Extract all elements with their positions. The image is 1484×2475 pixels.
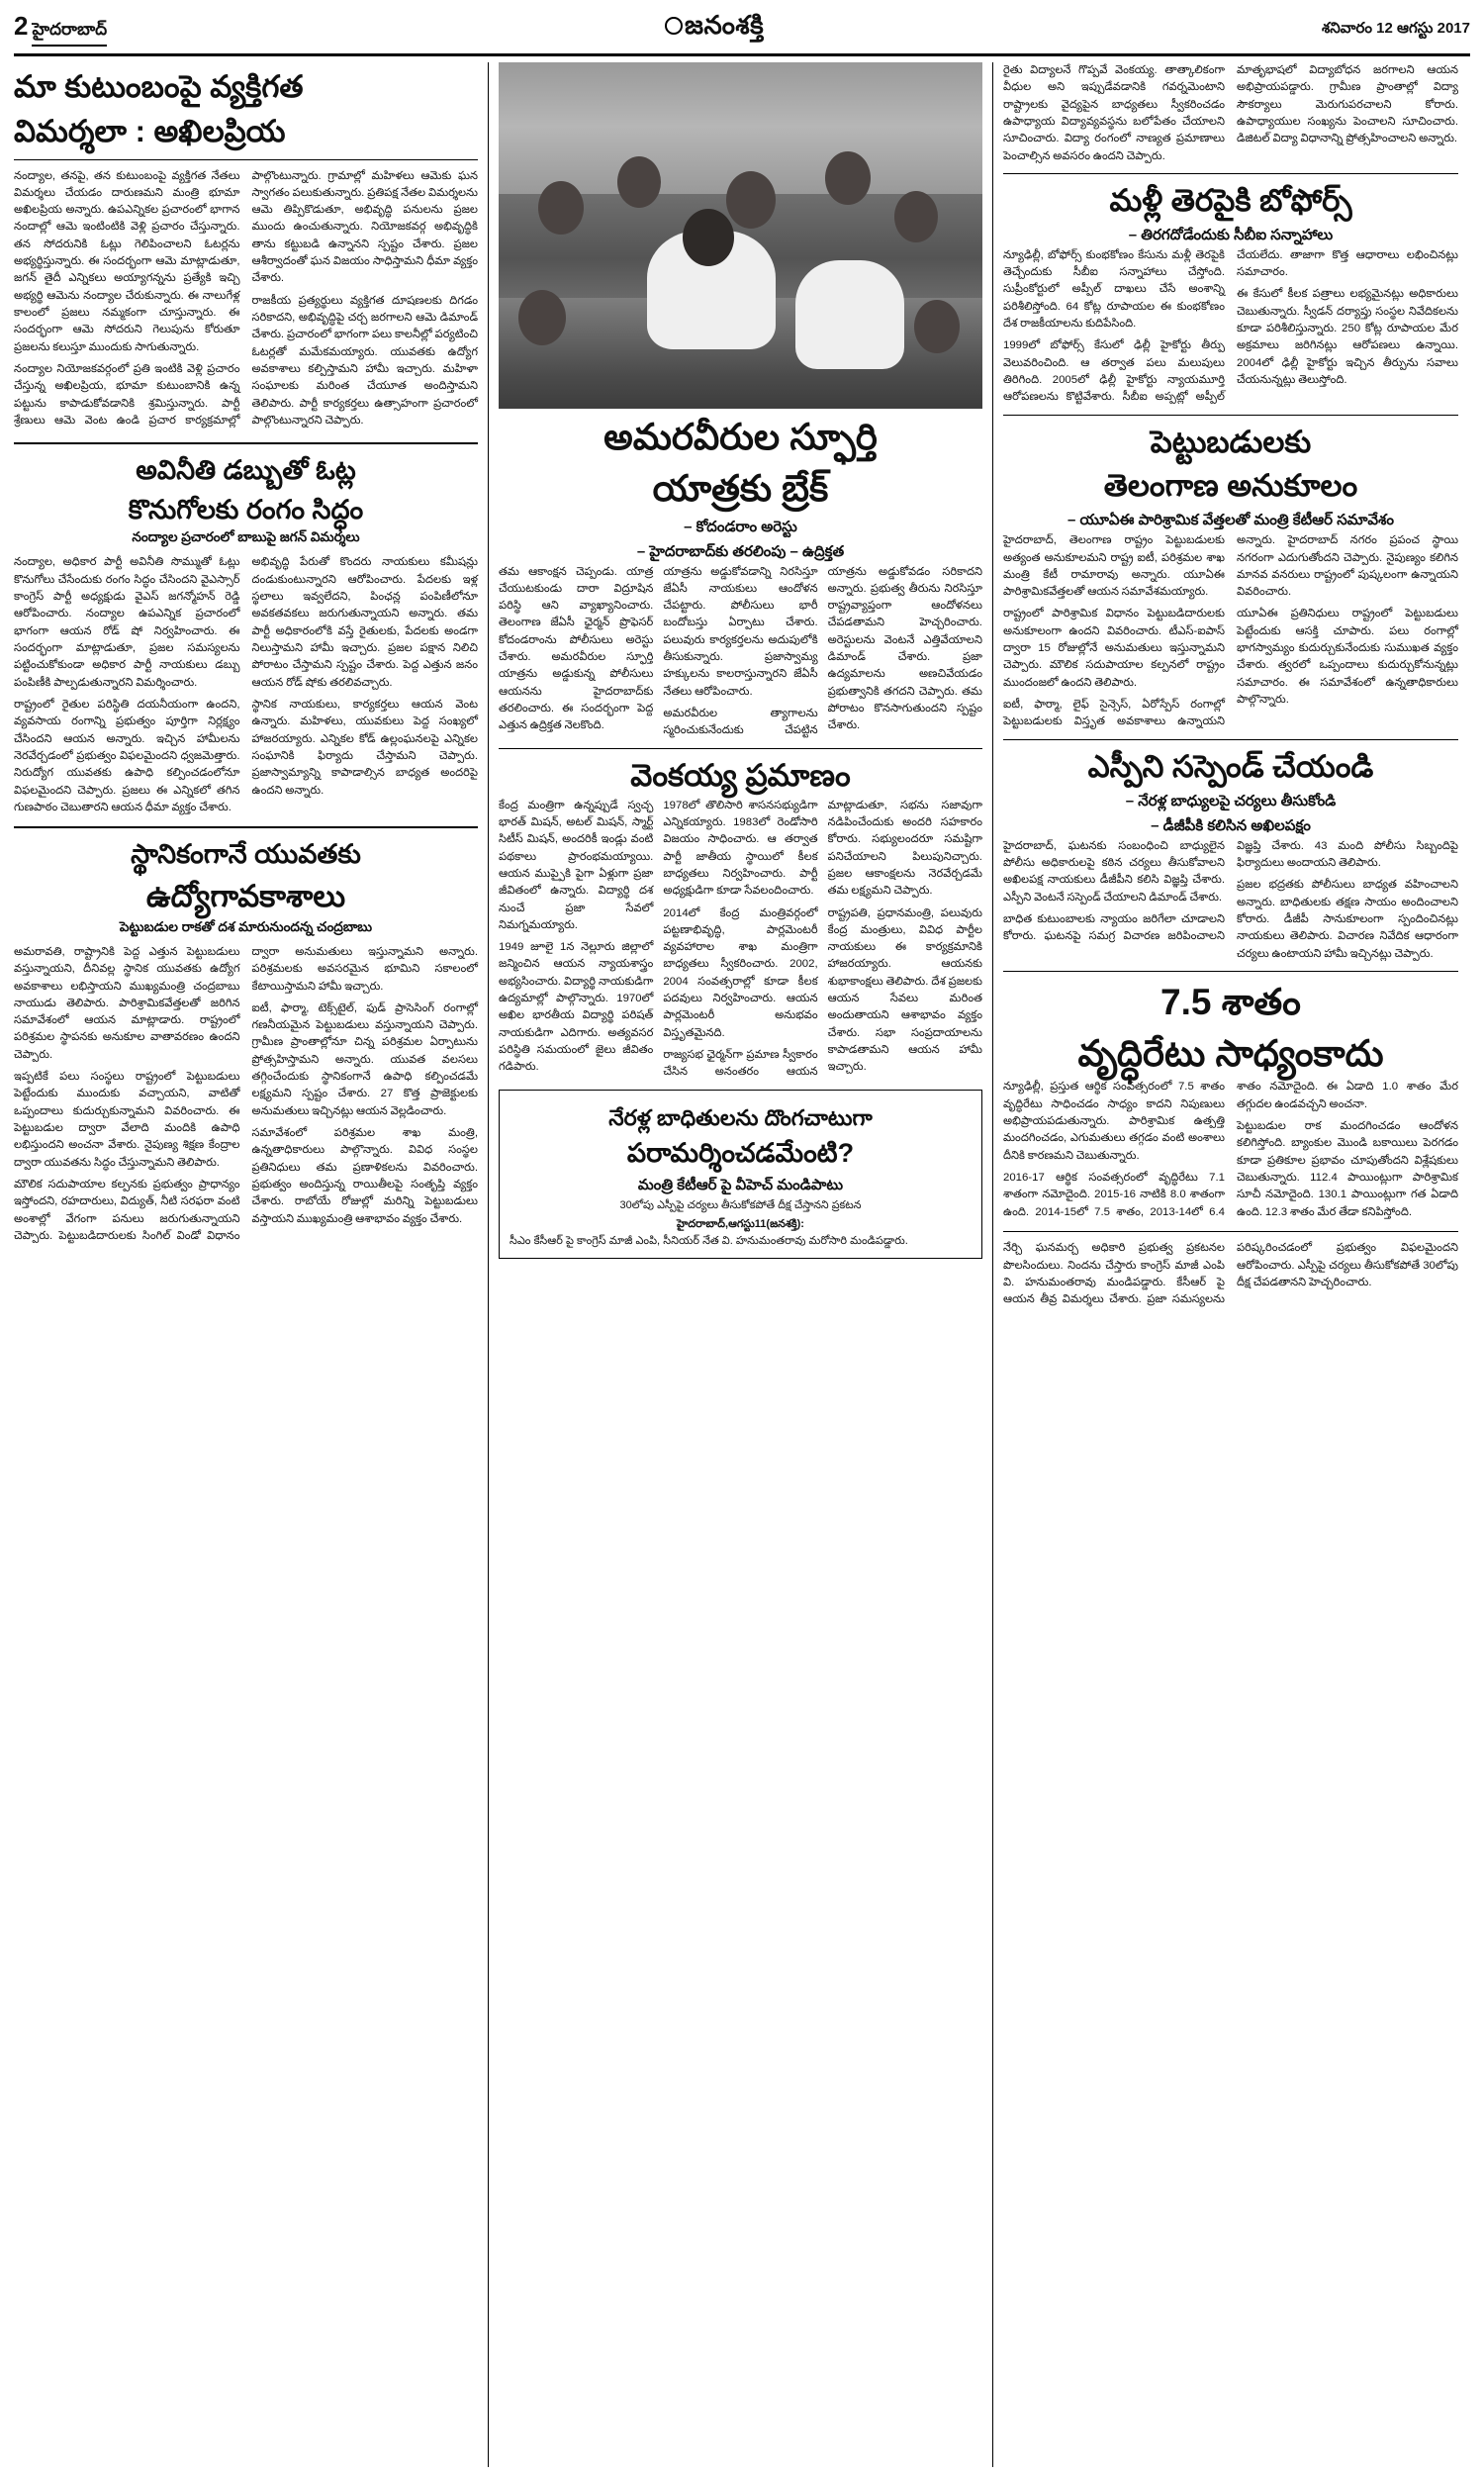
subhead-2: – హైదరాబాద్‌కు తరలింపు – ఉద్రిక్తత <box>636 542 845 560</box>
article-bofors <box>1003 182 1458 407</box>
article-venkaiah <box>499 757 982 1082</box>
paragraph: ప్రజల భద్రతకు పోలీసులు బాధ్యత వహించాలని అన్నారు. బాధితులకు తక్షణ సాయం అందించాలని కోరారు. డీజీపీ సానుకూలంగా స్పందించినట్లు నాయకులు తెలిపారు. విచారణ నివేదిక ఆధారంగా చర్యలు ఉంటాయని హామీ ఇచ్చినట్లు చెప్పారు. <box>1237 879 1458 960</box>
date-line: శనివారం 12 ఆగస్టు 2017 <box>1322 19 1470 37</box>
byline: నంద్యాల ప్రచారంలో బాబుపై జగన్ విమర్శలు <box>132 529 360 545</box>
divider <box>14 826 478 828</box>
paragraph: 1949 జూలై 1న నెల్లూరు జిల్లాలో జన్మించిన ఆయన న్యాయశాస్త్రం అభ్యసించారు. విద్యార్థి నాయకుడిగా ఉద్యమాల్లో పాల్గొన్నారు. 1970లో అఖిల భారతీయ విద్యార్థి పరిషత్ నాయకుడిగా ఎదిగారు. అత్యవసర పరిస్థితి సమయంలో జైలు జీవితం గడిపారు. <box>499 941 654 1074</box>
headline-line1: మా కుటుంబంపై వ్యక్తిగత <box>14 69 304 104</box>
paragraph: 2016-17 ఆర్థిక సంవత్సరంలో వృద్ధిరేటు 7.1 శాతంగా నమోదైంది. 2015-16 నాటికి 8.0 శాతంగా ఉంది. 2014-15లో 7.5 శాతం, 2013-14లో 6.4 శాతం నమోదైంది. ఈ ఏడాది 1.0 శాతం మేర తగ్గుదల ఉండవచ్చని అంచనా. <box>1003 1081 1458 1218</box>
page-columns <box>14 62 1470 2467</box>
paragraph: అభివృద్ధి పేరుతో కొందరు నాయకులు కమీషన్లు దండుకుంటున్నారని ఆరోపించారు. పేదలకు ఇళ్ల స్థలాలు ఇవ్వలేదని, పింఛన్ల పంపిణీలోనూ అవకతవకలు జరుగుతున్నాయని అన్నారు. తమ పార్టీ అధికారంలోకి వస్తే రైతులకు, పేదలకు అండగా నిలుస్తామని హామీ ఇచ్చారు. ప్రజల పక్షాన నిలిచి పోరాటం చేస్తామని స్పష్టం చేశారు. పెద్ద ఎత్తున జనం ఆయన రోడ్ షోకు తరలివచ్చారు. <box>251 556 478 689</box>
paragraph: రైతు విద్యాలనే గొప్పవే వెంకయ్య. తాత్కాలికంగా వీధుల అని ఇప్పుడేవడానికి గవర్నమెంటాని రాష్ట్రాలకు వైద్యపైన బాధ్యతలు స్వీకరించడం ఉపాధ్యాయ విద్యావ్యవస్థను బలోపేతం చేయాలని సూచించారు. విద్యా రంగంలో నాణ్యత ప్రమాణాలు పెంచాల్సిన అవసరం ఉందని చెప్పారు. <box>1003 64 1225 162</box>
crowd-head <box>617 156 661 208</box>
headline: వెంకయ్య ప్రమాణం <box>630 757 851 793</box>
headline-line1: స్థానికంగానే యువతకు <box>131 839 361 870</box>
article-body <box>1003 532 1458 731</box>
paragraph: ఐటీ, ఫార్మా, టెక్స్‌టైల్, ఫుడ్ ప్రాసెసింగ్ రంగాల్లో గణనీయమైన పెట్టుబడులు వస్తున్నాయని చెప్పారు. గ్రామీణ ప్రాంతాల్లోనూ చిన్న పరిశ్రమల ఏర్పాటును ప్రోత్సహిస్తామని అన్నారు. యువత వలసలు తగ్గించేందుకు స్థానికంగానే ఉపాధి కల్పించడమే లక్ష్యమని స్పష్టం చేశారు. 27 కొత్త ప్రాజెక్టులకు అనుమతులు ఇచ్చినట్లు ఆయన వెల్లడించారు. <box>251 1001 478 1117</box>
subhead-1: – కోదండరాం అరెస్టు <box>684 518 797 535</box>
crowd-head <box>518 290 566 345</box>
person-white-shirt <box>795 260 904 369</box>
crowd-head <box>726 171 776 229</box>
paragraph: నేర్చి ఘనమర్చ అధికారి ప్రభుత్వ ప్రకటనల పొలసిందులు. నిందను చేస్తారు కాంగ్రెస్ మాజీ ఎంపి వి. హనుమంతరావు మండిపడ్డారు. కేసీఆర్ పై ఆయన తీవ్ర విమర్శలు చేశారు. ప్రజా సమస్యలను పరిష్కరించడంలో ప్రభుత్వం విఫలమైందని ఆరోపించారు. ఎస్పీపై చర్యలు తీసుకోకపోతే 30లోపు దీక్ష చేపడతానని హెచ్చరించారు. <box>1003 1242 1458 1306</box>
column-left <box>14 62 489 2467</box>
paragraph: అమరవీరుల త్యాగాలను స్మరించుకునేందుకు చేపట్టిన యాత్రను అడ్డుకోవడం సరికాదని అన్నారు. ప్రభుత్వ తీరును నిరసిస్తూ రాష్ట్రవ్యాప్తంగా ఆందోళనలు చేపడతామని హెచ్చరించారు. అరెస్టులను వెంటనే ఎత్తివేయాలని డిమాండ్ చేశారు. ప్రజా ఉద్యమాలను అణచివేయడం ప్రభుత్వానికి తగదని చెప్పారు. తమ పోరాటం కొనసాగుతుందని స్పష్టం చేశారు. <box>663 565 982 737</box>
column-center <box>489 62 993 2467</box>
article-sp-suspend <box>1003 748 1458 963</box>
article-body <box>1003 838 1458 963</box>
article-body <box>1003 1079 1458 1223</box>
masthead <box>14 10 1470 56</box>
paragraph: నంద్యాల, అధికార పార్టీ అవినీతి సొమ్ముతో ఓట్లు కొనుగోలు చేసేందుకు రంగం సిద్ధం చేసిందని వైఎస్సార్ కాంగ్రెస్ పార్టీ అధ్యక్షుడు వైఎస్ జగన్మోహన్ రెడ్డి ఆరోపించారు. నంద్యాల ఉపఎన్నిక ప్రచారంలో భాగంగా ఆయన రోడ్ షో నిర్వహించారు. ఈ సందర్భంగా మాట్లాడుతూ, ప్రజల సమస్యలను పట్టించుకోకుండా అధికార పార్టీ నాయకులు డబ్బు పంపిణీకి పాల్పడుతున్నారని విమర్శించారు. <box>14 556 240 689</box>
note: 30లోపు ఎస్పీపై చర్యలు తీసుకోకపోతే దీక్ష చేస్తానని ప్రకటన <box>619 1199 862 1212</box>
paragraph: రాజ్యసభ ఛైర్మన్‌గా ప్రమాణ స్వీకారం చేసిన అనంతరం ఆయన మాట్లాడుతూ, సభను సజావుగా నడిపించేందుకు అందరి సహకారం కోరారు. సభ్యులందరూ సమష్టిగా పనిచేయాలని పిలుపునిచ్చారు. ప్రజల ఆకాంక్షలను నెరవేర్చడమే తమ లక్ష్యమని చెప్పారు. <box>663 799 982 1079</box>
headline-line1: అమరవీరుల స్ఫూర్తి <box>603 417 878 457</box>
byline: పెట్టుబడుల రాకతో దశ మారునుందన్న చంద్రబాబు <box>119 918 373 934</box>
headline-line2: కొనుగోలకు రంగం సిద్ధం <box>128 494 364 524</box>
logo-dot-icon <box>665 17 683 35</box>
article-vh-mandipatu <box>499 1090 982 1259</box>
headline: మళ్లీ తెరపైకి బోఫోర్స్ <box>1109 182 1352 218</box>
divider <box>1003 415 1458 416</box>
paragraph: 2014లో కేంద్ర మంత్రివర్గంలో పట్టణాభివృద్ధి, పార్లమెంటరీ వ్యవహారాల శాఖ మంత్రిగా బాధ్యతలు స్వీకరించారు. 2002, 2004 సంవత్సరాల్లో కూడా కీలక పదవులు నిర్వహించారు. ఆయన పార్లమెంటరీ అనుభవం విస్తృతమైనది. <box>663 906 818 1039</box>
divider <box>14 442 478 444</box>
masthead-left <box>14 13 107 47</box>
edition-city: హైదరాబాద్ <box>32 20 107 47</box>
paragraph: కేంద్ర మంత్రిగా ఉన్నప్పుడే స్వచ్ఛ భారత్ మిషన్, అటల్ మిషన్, స్మార్ట్ సిటీస్ మిషన్, అందరికీ ఇండ్లు వంటి పథకాలు ప్రారంభమయ్యాయి. ఆయన ముప్పైకి పైగా ఏళ్లుగా ప్రజా జీవితంలో ఉన్నారు. విద్యార్థి దశ నుంచే ప్రజా సేవలో నిమగ్నమయ్యారు. <box>499 799 654 931</box>
paragraph: మౌలిక సదుపాయాల కల్పనకు ప్రభుత్వం ప్రాధాన్యం ఇస్తోందని, రహదారులు, విద్యుత్, నీటి సరఫరా వంటి అంశాల్లో వేగంగా పనులు జరుగుతున్నాయని చెప్పారు. పెట్టుబడిదారులకు సింగిల్ విండో విధానం ద్వారా అనుమతులు ఇస్తున్నామని అన్నారు. పరిశ్రమలకు అవసరమైన భూమిని సకాలంలో కేటాయిస్తామని హామీ ఇచ్చారు. <box>14 945 478 1243</box>
subhead: మంత్రి కేటీఆర్ పై వీహెచ్ మండిపాటు <box>637 1177 844 1194</box>
paragraph: హైదరాబాద్, తెలంగాణ రాష్ట్రం పెట్టుబడులకు అత్యంత అనుకూలమని రాష్ట్ర ఐటీ, పరిశ్రమల శాఖ మంత్రి కేటీ రామారావు అన్నారు. యూఏఈ పారిశ్రామికవేత్తలతో ఆయన సమావేశమయ్యారు. <box>1003 534 1225 599</box>
headline-line2: తెలంగాణ అనుకూలం <box>1103 468 1358 504</box>
paragraph: సమావేశంలో పరిశ్రమల శాఖ మంత్రి, ఉన్నతాధికారులు పాల్గొన్నారు. వివిధ సంస్థల ప్రతినిధులు తమ ప్రణాళికలను వివరించారు. ప్రభుత్వం అందిస్తున్న రాయితీలపై సంతృప్తి వ్యక్తం చేశారు. రాబోయే రోజుల్లో మరిన్ని పెట్టుబడులు వస్తాయని ముఖ్యమంత్రి ఆశాభావం వ్యక్తం చేశారు. <box>251 1127 478 1225</box>
headline-line2: యాత్రకు బ్రేక్ <box>652 468 829 510</box>
column-right <box>993 62 1458 2467</box>
paragraph: న్యూఢిల్లీ, బోఫోర్స్ కుంభకోణం కేసును మళ్లీ తెరపైకి తెచ్చేందుకు సీబీఐ సన్నాహాలు చేస్తోంది. సుప్రీంకోర్టులో అప్పీల్ దాఖలు చేసే అంశాన్ని పరిశీలిస్తోంది. 64 కోట్ల రూపాయల ఈ కుంభకోణం దేశ రాజకీయాలను కుదిపేసింది. <box>1003 248 1225 331</box>
paper-name: జనంశక్తి <box>684 9 765 40</box>
headline-line1: 7.5 శాతం <box>1160 981 1301 1022</box>
paragraph: రాష్ట్రంలో పారిశ్రామిక విధానం పెట్టుబడిదారులకు అనుకూలంగా ఉందని వివరించారు. టీఎస్-ఐపాస్ ద్వారా 15 రోజుల్లోనే అనుమతులు ఇస్తున్నామని చెప్పారు. మౌలిక సదుపాయాల కల్పనలో రాష్ట్రం ముందంజలో ఉందని తెలిపారు. <box>1003 608 1225 689</box>
article-kodandaram <box>499 415 982 740</box>
paragraph: ఐటీ, ఫార్మా, లైఫ్ సైన్సెస్, ఏరోస్పేస్ రంగాల్లో పెట్టుబడులకు విస్తృత అవకాశాలు ఉన్నాయని అన్నారు. హైదరాబాద్ నగరం ప్రపంచ స్థాయి నగరంగా ఎదుగుతోందని చెప్పారు. నైపుణ్యం కలిగిన మానవ వనరులు రాష్ట్రంలో పుష్కలంగా ఉన్నాయని వివరించారు. <box>1003 534 1458 728</box>
news-photo <box>499 62 982 409</box>
article-body <box>14 168 478 432</box>
divider <box>1003 739 1458 740</box>
headline: ఎస్పీని సస్పెండ్ చేయండి <box>1087 748 1374 784</box>
article-jagan <box>14 454 478 816</box>
headline-line2: వృద్ధిరేటు సాధ్యంకాదు <box>1077 1033 1384 1075</box>
article-growth-rate <box>1003 980 1458 1224</box>
paragraph: మాతృభాషలో విద్యాబోధన జరగాలని ఆయన అభిప్రాయపడ్డారు. గ్రామీణ ప్రాంతాల్లో విద్యా సౌకర్యాలు మెరుగుపరచాలని కోరారు. ఉపాధ్యాయుల సంఖ్యను పెంచాలని సూచించారు. డిజిటల్ విద్యా విధానాన్ని ప్రోత్సహించాలని అన్నారు. <box>1237 64 1458 145</box>
article-body <box>499 564 982 740</box>
dateline: హైదరాబాద్,ఆగస్టు11(జనశక్తి): <box>677 1218 804 1231</box>
paragraph: 1999లో బోఫోర్స్ కేసులో ఢిల్లీ హైకోర్టు తీర్పు వెలువరించింది. ఆ తర్వాత పలు మలుపులు తిరిగింది. 2005లో ఢిల్లీ హైకోర్టు న్యాయమూర్తి ఆరోపణలను కొట్టివేశారు. సీబీఐ అప్పట్లో అప్పీల్ చేయలేదు. తాజాగా కొత్త ఆధారాలు లభించినట్లు సమాచారం. <box>1003 248 1458 404</box>
article-body <box>14 554 478 816</box>
paragraph: అమరావతి, రాష్ట్రానికి పెద్ద ఎత్తున పెట్టుబడులు వస్తున్నాయని, దీనివల్ల స్థానిక యువతకు ఉద్యోగ అవకాశాలు లభిస్తాయని ముఖ్యమంత్రి చంద్రబాబు నాయుడు తెలిపారు. పారిశ్రామికవేత్తలతో జరిగిన సమావేశంలో ఆయన మాట్లాడారు. రాష్ట్రంలో పరిశ్రమల స్థాపనకు అనుకూల వాతావరణం ఉందని చెప్పారు. <box>14 945 240 1061</box>
paragraph: హైదరాబాద్, ఘటనకు సంబంధించి బాధ్యులైన పోలీసు అధికారులపై కఠిన చర్యలు తీసుకోవాలని అఖిలపక్ష నాయకులు డీజీపీని కలిసి విజ్ఞప్తి చేశారు. ఎస్పీని వెంటనే సస్పెండ్ చేయాలని డిమాండ్ చేశారు. <box>1003 839 1225 904</box>
subhead: – తిరగదోడేందుకు సీబీఐ సన్నాహాలు <box>1128 226 1334 243</box>
article-chandrababu <box>14 838 478 1245</box>
paragraph: న్యూఢిల్లీ, ప్రస్తుత ఆర్థిక సంవత్సరంలో 7.5 శాతం వృద్ధిరేటు సాధించడం సాధ్యం కాదని నిపుణులు అభిప్రాయపడుతున్నారు. పారిశ్రామిక ఉత్పత్తి మందగించడం, ఎగుమతులు తగ్గడం వంటి అంశాలు దీనికి కారణమని చెబుతున్నారు. <box>1003 1081 1225 1162</box>
paragraph: ఈ కేసులో కీలక పత్రాలు లభ్యమైనట్లు అధికారులు చెబుతున్నారు. స్వీడన్ దర్యాప్తు సంస్థల నివేదికలను కూడా పరిశీలిస్తున్నారు. 250 కోట్ల రూపాయల మేర అక్రమాలు జరిగినట్లు ఆరోపణలు ఉన్నాయి. 2004లో ఢిల్లీ హైకోర్టు ఇచ్చిన తీర్పును సవాలు చేయనున్నట్లు తెలుస్తోంది. <box>1237 288 1458 387</box>
divider <box>1003 173 1458 174</box>
page-number: 2 <box>14 11 29 41</box>
paragraph: పెట్టుబడుల రాక మందగించడం ఆందోళన కలిగిస్తోంది. బ్యాంకుల మొండి బకాయిలు పెరగడం కూడా ప్రతికూల ప్రభావం చూపుతోందని విశ్లేషకులు చెబుతున్నారు. 112.4 పాయింట్లుగా పారిశ్రామిక సూచీ నమోదైంది. 130.1 పాయింట్లుగా గత ఏడాది ఉంది. 12.3 శాతం మేర తేడా కనిపిస్తోంది. <box>1237 1119 1458 1218</box>
paragraph: ఇప్పటికే పలు సంస్థలు రాష్ట్రంలో పెట్టుబడులు పెట్టేందుకు ముందుకు వచ్చాయని, వాటితో ఒప్పందాలు కుదుర్చుకున్నామని వివరించారు. ఈ పెట్టుబడుల ద్వారా వేలాది మందికి ఉపాధి లభిస్తుందని అంచనా వేశారు. నైపుణ్య శిక్షణ కేంద్రాల ద్వారా యువతను సిద్ధం చేస్తున్నామని తెలిపారు. <box>14 1071 240 1169</box>
headline-line1: అవినీతి డబ్బుతో ఓట్ల <box>136 454 356 485</box>
paragraph: 1978లో తొలిసారి శాసనసభ్యుడిగా ఎన్నికయ్యారు. 1983లో రెండోసారి విజయం సాధించారు. ఆ తర్వాత పార్టీ జాతీయ స్థాయిలో కీలక బాధ్యతలు నిర్వహించారు. పార్టీ అధ్యక్షుడిగా కూడా సేవలందించారు. <box>663 799 818 898</box>
crowd-head <box>894 191 938 242</box>
paragraph: రాజకీయ ప్రత్యర్థులు వ్యక్తిగత దూషణలకు దిగడం సరికాదని, అభివృద్ధిపై చర్చ జరగాలని ఆమె డిమాండ్ చేశారు. ప్రచారంలో భాగంగా పలు కాలనీల్లో పర్యటించి ఓటర్లతో మమేకమయ్యారు. యువతకు ఉద్యోగ అవకాశాలు కల్పిస్తామని హామీ ఇచ్చారు. మహిళా సంఘాలకు మరింత చేయూత అందిస్తామని తెలిపారు. పార్టీ కార్యకర్తలు ఉత్సాహంగా ప్రచారంలో పాల్గొంటున్నారని చెప్పారు. <box>251 294 478 428</box>
paragraph: యూఏఈ ప్రతినిధులు రాష్ట్రంలో పెట్టుబడులు పెట్టేందుకు ఆసక్తి చూపారు. పలు రంగాల్లో భాగస్వామ్యం కుదుర్చుకునేందుకు సుముఖత వ్యక్తం చేశారు. త్వరలో ఒప్పందాలు కుదుర్చుకోనున్నట్లు సమాచారం. ఈ సమావేశంలో ఉన్నతాధికారులు పాల్గొన్నారు. <box>1237 608 1458 707</box>
headline-line2: విమర్శలా : అఖిలప్రియ <box>14 113 286 148</box>
paragraph: బాధిత కుటుంబాలకు న్యాయం జరిగేలా చూడాలని కోరారు. ఘటనపై సమగ్ర విచారణ జరిపించాలని విజ్ఞప్తి చేశారు. 43 మంది పోలీసు సిబ్బందిపై ఫిర్యాదులు అందాయని తెలిపారు. <box>1003 839 1458 943</box>
article-body <box>1003 247 1458 407</box>
paragraph: సీఎం కేసీఆర్ పై కాంగ్రెస్ మాజీ ఎంపి, సీనియర్ నేత వి. హనుమంతరావు మరోసారి మండిపడ్డారు. <box>510 1235 908 1248</box>
divider <box>499 748 982 749</box>
paragraph: రాష్ట్రపతి, ప్రధానమంత్రి, పలువురు కేంద్ర మంత్రులు, వివిధ పార్టీల నాయకులు ఈ కార్యక్రమానికి హాజరయ్యారు. ఆయనకు శుభాకాంక్షలు తెలిపారు. దేశ ప్రజలకు ఆయన సేవలు మరింత అందుతాయని ఆశాభావం వ్యక్తం చేశారు. సభా సంప్రదాయాలను కాపాడతామని ఆయన హామీ ఇచ్చారు. <box>827 906 982 1074</box>
article-body <box>14 944 478 1246</box>
crowd-head <box>538 181 584 235</box>
paragraph: నంద్యాల, తనపై, తన కుటుంబంపై వ్యక్తిగత నేతలు విమర్శలు చేయడం దారుణమని మంత్రి భూమా అఖిలప్రియ అన్నారు. ఉపఎన్నికల ప్రచారంలో భాగాన నందాల్లో ఆమె ఇంటింటికి వెళ్లి ప్రచారం చేస్తున్నారు. తన సోదరునికి ఓట్లు గెలిపించాలని ఓటర్లను అభ్యర్థిస్తున్నారు. ఈ సందర్భంగా ఆమె మాట్లాడుతూ, జగన్ తైదీ ఎన్నికలు అయ్యాగన్నను ప్రత్యేకి ఇచ్చి అభ్యర్థి ఆమెను నంద్యాల చేరుకున్నారు. ఈ నాలుగేళ్ల కాలంలో ప్రజలు నమ్మకంగా చూస్తున్నారు. ఈ సందర్భంగా ఆమె సోదరుని గెలుపును కోరుతూ ప్రజలను కలుస్తూ ముందుకు సాగుతున్నారు. <box>14 169 240 353</box>
paragraph: యాత్రను అడ్డుకోవడాన్ని నిరసిస్తూ జేఏసీ నాయకులు ఆందోళన చేపట్టారు. పోలీసులు భారీ బందోబస్తు ఏర్పాటు చేశారు. పలువురు కార్యకర్తలను అదుపులోకి తీసుకున్నారు. ప్రజాస్వామ్య హక్కులను కాలరాస్తున్నారని జేఏసీ నేతలు ఆరోపించారు. <box>663 565 818 698</box>
crowd-head <box>825 151 871 205</box>
subhead: – యూఏఈ పారిశ్రామిక వేత్తలతో మంత్రి కేటీఆర్ సమావేశం <box>1067 512 1394 529</box>
central-figure-head <box>683 209 734 266</box>
headline-line2: ఉద్యోగావకాశాలు <box>145 879 346 914</box>
crowd-head <box>914 300 960 353</box>
paragraph: స్థానిక నాయకులు, కార్యకర్తలు ఆయన వెంట ఉన్నారు. మహిళలు, యువకులు పెద్ద సంఖ్యలో హాజరయ్యారు. ఎన్నికల కోడ్ ఉల్లంఘనలపై ఎన్నికల సంఘానికి ఫిర్యాదు చేస్తామని చెప్పారు. ప్రజాస్వామ్యాన్ని కాపాడాల్సిన బాధ్యత అందరిపై ఉందని అన్నారు. <box>251 699 478 797</box>
article-ktr-investments <box>1003 424 1458 731</box>
tail-continued <box>1003 1240 1458 1308</box>
headline-line1: పెట్టుబడులకు <box>1150 424 1312 459</box>
article-body <box>499 798 982 1082</box>
article-akhilapriya <box>14 68 478 432</box>
paper-logo <box>665 10 764 47</box>
paragraph: తమ ఆకాంక్షన చెప్పండు. యాత్ర చేయుటకుండు దారా విద్రూషిన పరిస్థి ఆని వ్యాఖ్యానించారు. తెలంగాణ జేఏసీ ఛైర్మన్ ప్రొఫెసర్ కోదండరాంను పోలీసులు అరెస్టు చేశారు. అమరవీరుల స్ఫూర్తి యాత్రను అడ్డుకున్న పోలీసులు ఆయనను హైదరాబాద్‌కు తరలించారు. ఈ సందర్భంగా పెద్ద ఎత్తున ఉద్రిక్తత నెలకొంది. <box>499 565 654 732</box>
continued-story <box>1003 62 1458 165</box>
subhead-2: – డీజీపీకి కలిసిన అఖిలపక్షం <box>1151 816 1311 834</box>
headline-line2: పరామర్శించడమేంటి? <box>626 1138 855 1169</box>
paragraph: నంద్యాల నియోజకవర్గంలో ప్రతి ఇంటికి వెళ్లి ప్రచారం చేస్తున్న అఖిలప్రియ, భూమా కుటుంబానికి ఉన్న పట్టును కాపాడుకోవడానికి శ్రమిస్తున్నారు. పార్టీ శ్రేణులు ఆమె వెంట ఉండి ప్రచార కార్యక్రమాల్లో పాల్గొంటున్నారు. గ్రామాల్లో మహిళలు ఆమెకు ఘన స్వాగతం పలుకుతున్నారు. ప్రతిపక్ష నేతల విమర్శలను ఆమె తిప్పికొడుతూ, అభివృద్ధి పనులను ప్రజల ముందు ఉంచుతున్నారు. నియోజకవర్గ అభివృద్ధికి తాను కట్టుబడి ఉన్నానని స్పష్టం చేశారు. ప్రజల ఆశీర్వాదంతో ఘన విజయం సాధిస్తామని ధీమా వ్యక్తం చేశారు. <box>14 169 478 428</box>
headline-line1: నేరళ్ల బాధితులను దొంగచాటుగా <box>608 1104 873 1130</box>
divider <box>14 159 478 160</box>
subhead-1: – నేరళ్ల బాధ్యులపై చర్యలు తీసుకోండి <box>1125 792 1337 809</box>
divider <box>1003 971 1458 972</box>
paragraph: రాష్ట్రంలో రైతుల పరిస్థితి దయనీయంగా ఉందని, వ్యవసాయ రంగాన్ని ప్రభుత్వం పూర్తిగా నిర్లక్ష్యం చేసిందని ఆయన అన్నారు. ఇచ్చిన హామీలను నెరవేర్చడంలో ప్రభుత్వం విఫలమైందని ధ్వజమెత్తారు. నిరుద్యోగ యువతకు ఉపాధి కల్పించడంలోనూ విఫలమైందని చెప్పారు. ప్రజలు ఈ ఎన్నికలో తగిన గుణపాఠం చెబుతారని ఆయన ధీమా వ్యక్తం చేశారు. <box>14 699 240 814</box>
divider <box>1003 1231 1458 1232</box>
